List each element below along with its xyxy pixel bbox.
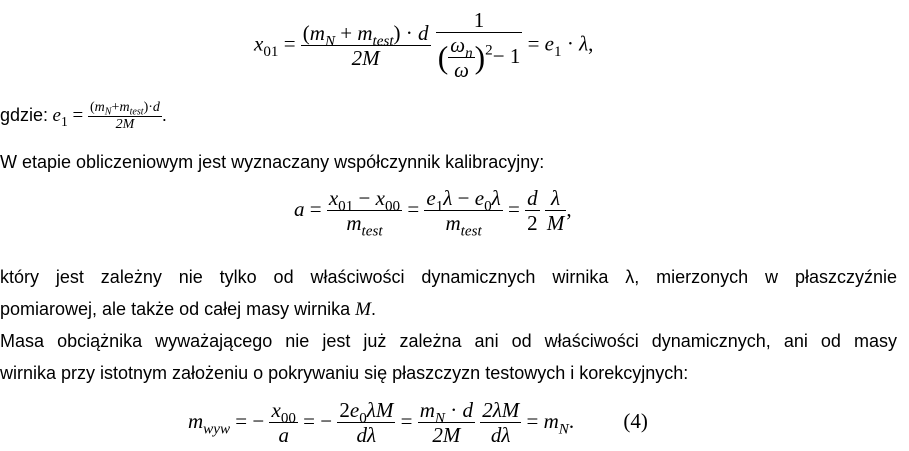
where-fraction: $\frac{(m_N+m_{test})\cdot d}{2M}$ [90,100,160,133]
paragraph-mass-line-2: wirnika przy istotnym założeniu o pokrywaniu się płaszczyzn testowych i korekcyjnych: [0,363,689,383]
paragraph-dependency-line-2: pomiarowej, ale także od całej masy wirnika M. [0,299,376,320]
paragraph-mass-line-1: Masa obciążnika wyważającego nie jest już zależna ani od właściwości dynamicznych, ani od masy [0,331,897,351]
equation-2: a = $\frac{x_{01} - x_{00}}{m_{test}}$ = $\frac{e_1\lambda - e_0\lambda}{m_{test}}$ = $\frac{d}{2}$ $\frac{\lambda}{M}$ , [294,186,572,240]
paragraph-dependency-line-1: który jest zależny nie tylko od właściwości dynamicznych wirnika λ, mierzonych w płaszczyźnie [0,267,897,287]
equation-4: $m_{wyw}$ = − $\frac{x_{00}}{a}$ = − $\frac{2e_0\lambda M}{d\lambda}$ = $\frac{m_N \cdot d}{2M}$ $\frac{2\lambda M}{d\lambda}$ = $m_N$. (4) [188,398,648,448]
where-line: gdzie: $e_1$ = $\frac{(m_N+m_{test})\cdot d}{2M}$ . [0,100,167,133]
equation-1: $x_{01}$ = $\frac{(m_N + m_{test}) \cdot d}{2M}$ 1 ( $\frac{\omega_n}{\omega}$ )$^2$− 1 = $e_1 \cdot \lambda$, [254,8,594,83]
eq1-fraction-1: $\frac{(m_N + m_{test}) \cdot d}{2M}$ [302,20,429,70]
paragraph-intro-calibration: W etapie obliczeniowym jest wyznaczany współczynnik kalibracyjny: [0,152,545,172]
eq1-fraction-2: 1 ( $\frac{\omega_n}{\omega}$ )$^2$− 1 [437,8,521,83]
equation-number: (4) [623,408,648,433]
